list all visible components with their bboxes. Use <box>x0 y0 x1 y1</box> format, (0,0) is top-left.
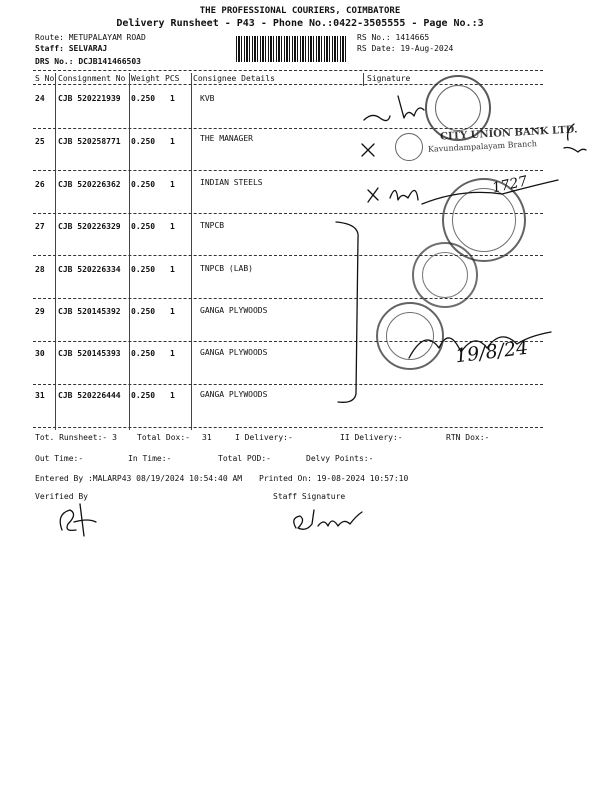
col-divider <box>129 73 130 430</box>
handwritten-time: 1727 <box>490 173 529 197</box>
row-weight: 0.250 <box>131 391 156 400</box>
bank-stamp-name: CITY UNION BANK LTD. <box>439 124 578 143</box>
delvy-points: Delvy Points:- <box>306 454 374 463</box>
row-pcs: 1 <box>170 349 175 358</box>
row-pcs: 1 <box>170 222 175 231</box>
row-consignment-no: CJB 520145392 <box>58 307 121 316</box>
in-time: In Time:- <box>128 454 172 463</box>
entered-by: Entered By :MALARP43 08/19/2024 10:54:40 AM <box>35 474 243 483</box>
row-consignee: GANGA PLYWOODS <box>200 306 268 315</box>
staff-signature <box>288 500 368 540</box>
table-top-rule <box>33 70 543 71</box>
signature-mark-25 <box>358 140 378 160</box>
col-header-weight: Weight <box>131 74 160 83</box>
row-sno: 30 <box>35 349 45 358</box>
row-weight: 0.250 <box>131 137 156 146</box>
row-pcs: 1 <box>170 265 175 274</box>
table-bottom-rule <box>33 427 543 428</box>
row-consignee: GANGA PLYWOODS <box>200 390 268 399</box>
row-sno: 27 <box>35 222 45 231</box>
row-weight: 0.250 <box>131 222 156 231</box>
row-sno: 26 <box>35 180 45 189</box>
handwritten-date: 19/8/24 <box>453 336 530 368</box>
row-pcs: 1 <box>170 180 175 189</box>
row-pcs: 1 <box>170 391 175 400</box>
total-dox-value: 31 <box>202 433 212 442</box>
rs-date: RS Date: 19-Aug-2024 <box>357 44 454 53</box>
printed-on: Printed On: 19-08-2024 10:57:10 <box>259 474 409 483</box>
barcode <box>236 36 348 62</box>
row-sno: 28 <box>35 265 45 274</box>
row-consignment-no: CJB 520226444 <box>58 391 121 400</box>
total-dox-label: Total Dox:- <box>137 433 190 442</box>
bank-stamp-branch: Kavundampalayam Branch <box>427 139 538 154</box>
i-delivery: I Delivery:- <box>235 433 293 442</box>
row-sno: 31 <box>35 391 45 400</box>
runsheet-title: Delivery Runsheet - P43 - Phone No.:0422-3505555 - Page No.:3 <box>116 18 484 29</box>
col-header-sno: S No <box>35 74 55 83</box>
rtn-dox: RTN Dox:- <box>446 433 490 442</box>
row-sno: 29 <box>35 307 45 316</box>
row-pcs: 1 <box>170 137 175 146</box>
col-divider <box>191 73 192 430</box>
row-consignment-no: CJB 520226334 <box>58 265 121 274</box>
row-consignment-no: CJB 520226329 <box>58 222 121 231</box>
company-name: THE PROFESSIONAL COURIERS, COIMBATORE <box>199 6 401 16</box>
row-consignee: INDIAN STEELS <box>200 178 263 187</box>
col-header-pcs: PCS <box>165 74 180 83</box>
verifier-signature <box>52 500 102 540</box>
ii-delivery: II Delivery:- <box>340 433 403 442</box>
rs-number: RS No.: 1414665 <box>357 33 430 42</box>
col-header-consignment: Consignment No <box>58 74 126 83</box>
row-rule <box>33 384 543 385</box>
row-consignee: THE MANAGER <box>200 134 253 143</box>
signature-mark-29-31 <box>405 318 555 366</box>
row-consignment-no: CJB 520145393 <box>58 349 121 358</box>
row-consignment-no: CJB 520258771 <box>58 137 121 146</box>
row-pcs: 1 <box>170 94 175 103</box>
signature-mark-24 <box>360 90 440 130</box>
bracket-mark <box>330 218 370 408</box>
row-weight: 0.250 <box>131 180 156 189</box>
row-sno: 25 <box>35 137 45 146</box>
row-consignee: TNPCB (LAB) <box>200 264 253 273</box>
row-consignee: KVB <box>200 94 215 103</box>
row-weight: 0.250 <box>131 94 156 103</box>
col-header-signature: Signature <box>367 74 411 83</box>
signature-mark-26 <box>362 170 562 230</box>
margin-tick <box>560 120 590 160</box>
row-consignee: GANGA PLYWOODS <box>200 348 268 357</box>
bank-seal-icon <box>395 133 423 161</box>
row-consignment-no: CJB 520226362 <box>58 180 121 189</box>
row-weight: 0.250 <box>131 265 156 274</box>
col-divider <box>55 73 56 430</box>
row-weight: 0.250 <box>131 349 156 358</box>
out-time: Out Time:- <box>35 454 84 463</box>
row-consignment-no: CJB 520221939 <box>58 94 121 103</box>
drs-number: DRS No.: DCJB141466503 <box>35 57 141 66</box>
col-header-consignee: Consignee Details <box>193 74 275 83</box>
total-runsheet: Tot. Runsheet:- 3 <box>35 433 117 442</box>
col-divider <box>363 73 364 86</box>
verified-by-label: Verified By <box>35 492 88 501</box>
row-pcs: 1 <box>170 307 175 316</box>
round-stamp-cbe <box>412 242 478 308</box>
row-weight: 0.250 <box>131 307 156 316</box>
row-sno: 24 <box>35 94 45 103</box>
total-pod: Total POD:- <box>218 454 271 463</box>
staff-signature-label: Staff Signature <box>273 492 346 501</box>
staff-label: Staff: SELVARAJ <box>35 44 108 53</box>
route-label: Route: METUPALAYAM ROAD <box>35 33 146 42</box>
row-consignee: TNPCB <box>200 221 225 230</box>
